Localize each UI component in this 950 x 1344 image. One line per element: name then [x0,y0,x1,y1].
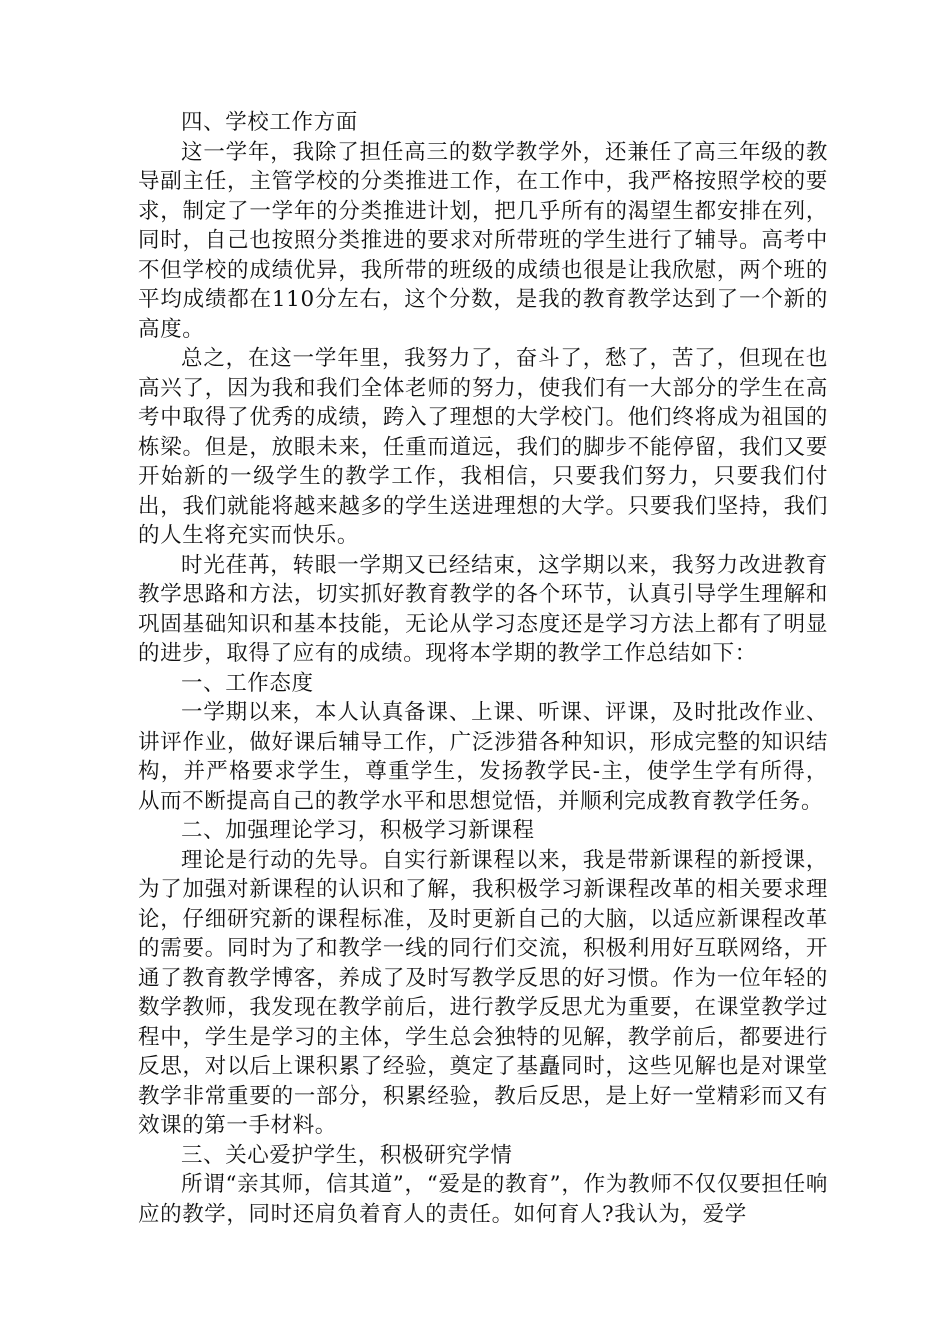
paragraph-semester-intro: 时光荏苒，转眼一学期又已经结束，这学期以来，我努力改进教育教学思路和方法，切实抓好教育教学的各个环节，认真引导学生理解和巩固基础知识和基本技能，无论从学习态度还是学习方法上都有了明显的进步，取得了应有的成绩。现将本学期的教学工作总结如下： [138,552,828,666]
paragraph-work-attitude: 一学期以来，本人认真备课、上课、听课、评课，及时批改作业、讲评作业，做好课后辅导工作，广泛涉猎各种知识，形成完整的知识结构，并严格要求学生，尊重学生，发扬教学民-主，使学生学有所得，从而不断提高自己的教学水平和思想觉悟，并顺利完成教育教学任务。 [138,700,828,814]
paragraph-theory-study: 理论是行动的先导。自实行新课程以来，我是带新课程的新授课，为了加强对新课程的认识和了解，我积极学习新课程改革的相关要求理论，仔细研究新的课程标准，及时更新自己的大脑，以适应新课程改革的需要。同时为了和教学一线的同行们交流，积极利用好互联网络，开通了教育教学博客，养成了及时写教学反思的好习惯。作为一位年轻的数学教师，我发现在教学前后，进行教学反思尤为重要，在课堂教学过程中，学生是学习的主体，学生总会独特的见解，教学前后，都要进行反思，对以后上课积累了经验，奠定了基矗同时，这些见解也是对课堂教学非常重要的一部分，积累经验，教后反思，是上好一堂精彩而又有效课的第一手材料。 [138,847,828,1138]
paragraph-care-for-students: 所谓“亲其师，信其道”，“爱是的教育”，作为教师不仅仅要担任响应的教学，同时还肩负着育人的责任。如何育人?我认为，爱学 [138,1172,828,1227]
section-heading-work-attitude: 一、工作态度 [181,670,314,696]
document-body [138,108,828,1229]
paragraph-summary: 总之，在这一学年里，我努力了，奋斗了，愁了，苦了，但现在也高兴了，因为我和我们全体老师的努力，使我们有一大部分的学生在高考中取得了优秀的成绩，跨入了理想的大学校门。他们终将成为祖国的栋梁。但是，放眼未来，任重而道远，我们的脚步不能停留，我们又要开始新的一级学生的教学工作，我相信，只要我们努力，只要我们付出，我们就能将越来越多的学生送进理想的大学。只要我们坚持，我们的人生将充实而快乐。 [138,346,828,548]
section-heading-care-for-students: 三、关心爱护学生，积极研究学情 [181,1142,513,1168]
paragraph-school-work: 这一学年，我除了担任高三的数学教学外，还兼任了高三年级的教导副主任，主管学校的分类推进工作，在工作中，我严格按照学校的要求，制定了一学年的分类推进计划，把几乎所有的渴望生都安排在列，同时，自己也按照分类推进的要求对所带班的学生进行了辅导。高考中不但学校的成绩优异，我所带的班级的成绩也很是让我欣慰，两个班的平均成绩都在110分左右，这个分数，是我的教育教学达到了一个新的高度。 [138,139,828,342]
section-heading-theory-study: 二、加强理论学习，积极学习新课程 [181,818,535,843]
section-heading-school-work: 四、学校工作方面 [181,110,358,135]
